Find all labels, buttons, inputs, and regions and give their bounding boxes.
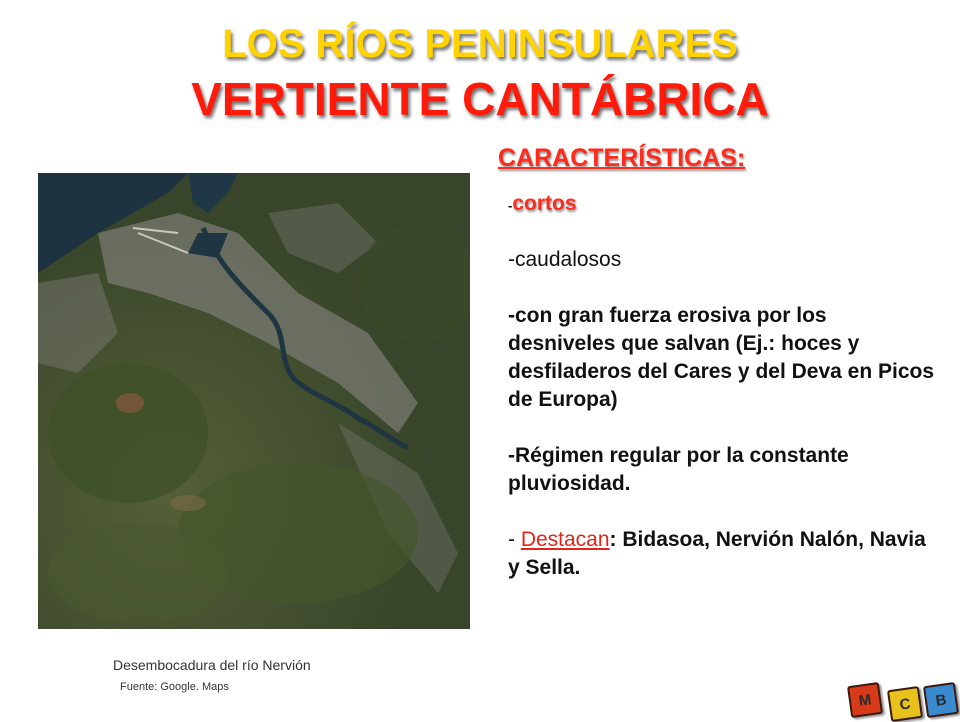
logo-cube-b: B	[923, 682, 959, 718]
item-dash: -	[508, 198, 513, 213]
item-prefix: -	[508, 528, 521, 551]
item-cortos: cortos	[512, 192, 577, 215]
logo-cube-c: C	[887, 686, 923, 722]
logo-cube-m: M	[847, 682, 883, 718]
list-item: -caudalosos	[508, 248, 622, 271]
satellite-map-image	[38, 173, 470, 629]
map-source: Fuente: Google. Maps	[120, 681, 229, 693]
slide-subtitle: VERTIENTE CANTÁBRICA	[191, 73, 769, 125]
slide-title: LOS RÍOS PENINSULARES	[222, 22, 738, 66]
logo	[845, 680, 955, 720]
list-item: -Régimen regular por la constante pluviosidad.	[508, 444, 849, 495]
destacan-link[interactable]: Destacan	[520, 528, 610, 551]
map-caption: Desembocadura del río Nervión	[113, 657, 311, 673]
item-rivers: : Bidasoa, Nervión Nalón, Navia y Sella.	[508, 528, 926, 579]
list-item	[508, 526, 938, 582]
characteristics-heading: CARACTERÍSTICAS:	[498, 144, 746, 172]
list-item: -con gran fuerza erosiva por los desniveles que salvan (Ej.: hoces y desfiladeros del Cares y del Deva en Picos de Europa)	[508, 304, 935, 411]
characteristics-list	[508, 190, 938, 610]
list-item	[508, 190, 938, 220]
